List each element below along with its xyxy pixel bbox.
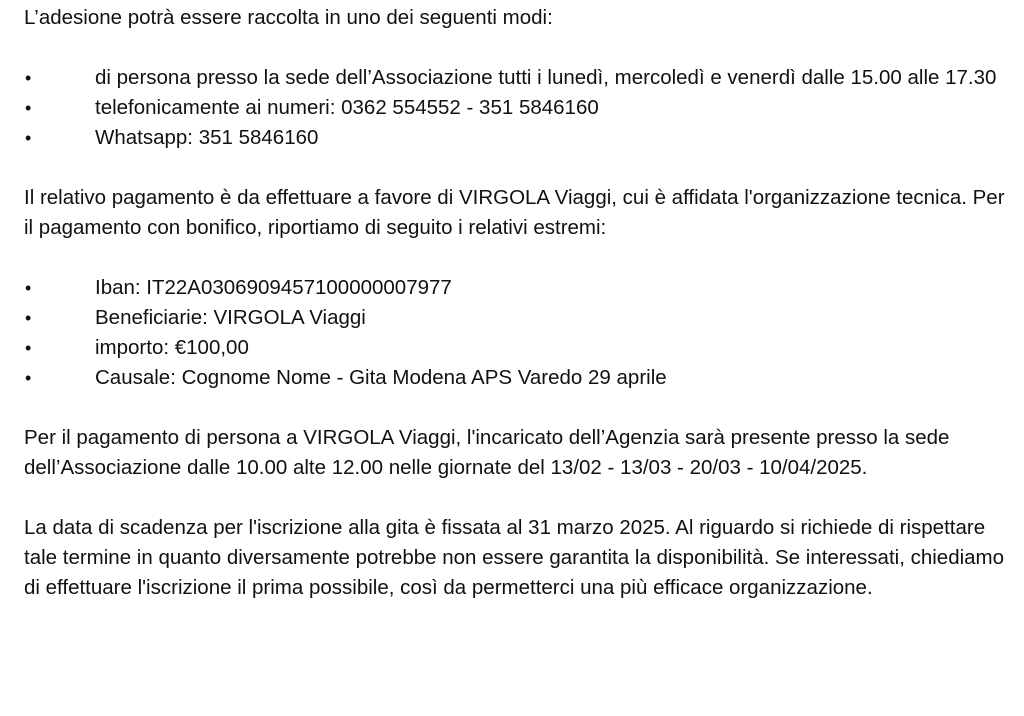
spacer	[24, 33, 1019, 63]
intro-text: L’adesione potrà essere raccolta in uno dei seguenti modi:	[24, 6, 553, 29]
spacer	[24, 393, 1019, 423]
bullet-icon: •	[25, 308, 32, 328]
in-person-payment-paragraph: Per il pagamento di persona a VIRGOLA Viaggi, l'incaricato dell’Agenzia sarà presente presso la sede dell’Associazione dalle 10.00 alte 12.00 nelle giornate del 13/02 - 13/03 - 20/03 - 10/04/2025.	[24, 426, 950, 479]
list-item	[24, 303, 1019, 333]
list-item	[24, 93, 1019, 123]
bullet-icon: •	[25, 98, 32, 118]
document-page	[24, 3, 1019, 603]
spacer	[24, 483, 1019, 513]
bullet-icon: •	[25, 368, 32, 388]
deadline-paragraph: La data di scadenza per l'iscrizione alla gita è fissata al 31 marzo 2025. Al riguardo si richiede di rispettare tale termine in quanto diversamente potrebbe non essere garantita la disponibilità. Se interessati, chiediamo di effettuare l'iscrizione il prima possibile, così da permetterci una più efficace organizzazione.	[24, 516, 1005, 599]
list-item	[24, 273, 1019, 303]
list-item-text: di persona presso la sede dell’Associazione tutti i lunedì, mercoledì e venerdì dalle 15.00 alle 17.30	[95, 66, 997, 89]
payment-paragraph: Il relativo pagamento è da effettuare a favore di VIRGOLA Viaggi, cui è affidata l'organizzazione tecnica. Per il pagamento con bonifico, riportiamo di seguito i relativi estremi:	[24, 186, 1005, 239]
list-item-text: Causale: Cognome Nome - Gita Modena APS Varedo 29 aprile	[95, 366, 667, 389]
spacer	[24, 153, 1019, 183]
list-item-text: telefonicamente ai numeri: 0362 554552 - 351 5846160	[95, 96, 599, 119]
list-item-text: Beneficiarie: VIRGOLA Viaggi	[95, 306, 366, 329]
spacer	[24, 243, 1019, 273]
bullet-icon: •	[25, 128, 32, 148]
bullet-icon: •	[25, 68, 32, 88]
list-item-text: Whatsapp: 351 5846160	[95, 126, 319, 149]
list-item	[24, 333, 1019, 363]
payment-details-list	[24, 273, 1019, 393]
contact-methods-list	[24, 63, 1019, 153]
bullet-icon: •	[25, 338, 32, 358]
bullet-icon: •	[25, 278, 32, 298]
list-item-text: Iban: IT22A0306909457100000007977	[95, 276, 452, 299]
list-item	[24, 63, 1019, 93]
list-item	[24, 363, 1019, 393]
list-item-text: importo: €100,00	[95, 336, 249, 359]
list-item	[24, 123, 1019, 153]
